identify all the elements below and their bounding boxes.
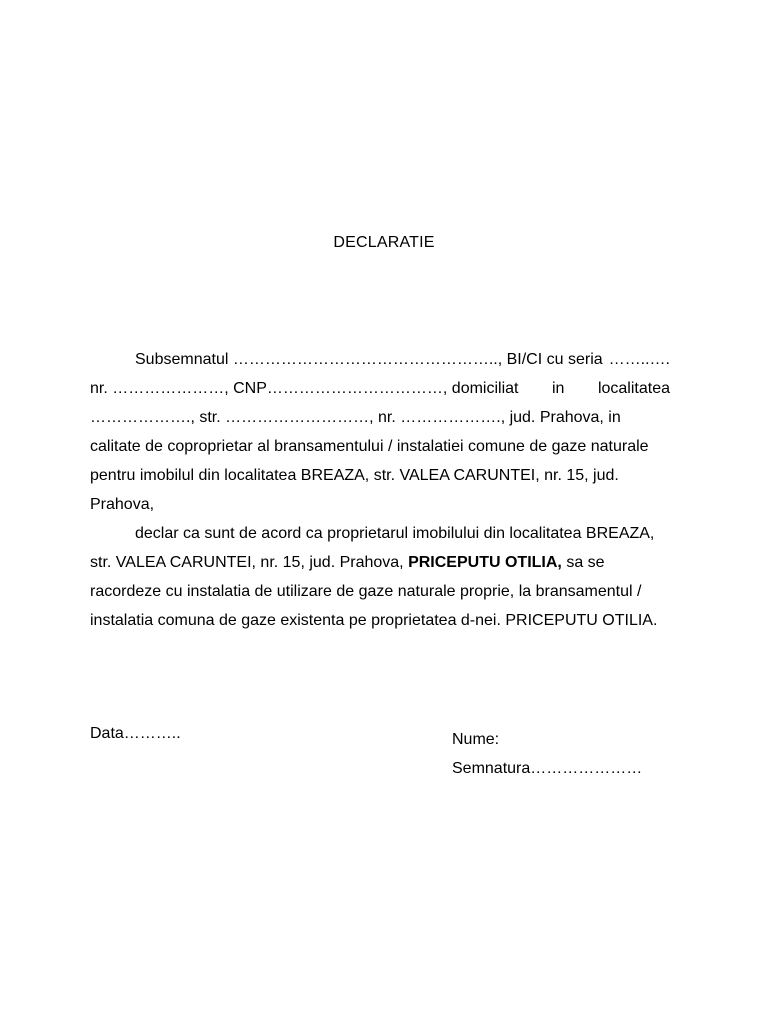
paragraph1-line2-in: in xyxy=(551,380,565,397)
name-field: Nume: xyxy=(452,731,500,748)
declaration-body xyxy=(90,345,670,635)
signature-field: Semnatura………………… xyxy=(452,760,643,777)
paragraph2-line2 xyxy=(90,548,670,577)
date-field: Data……….. xyxy=(90,725,181,742)
paragraph1-line2-localitatea: localitatea xyxy=(597,380,670,397)
paragraph1-line3: ………………., str. ………………………, nr. ………………., jud. Prahova, in xyxy=(90,409,621,426)
paragraph2-line4: instalatia comuna de gaze existenta pe proprietatea d-nei. PRICEPUTU OTILIA. xyxy=(90,612,658,629)
paragraph1-line6: Prahova, xyxy=(90,496,155,513)
paragraph1-line5: pentru imobilul din localitatea BREAZA, str. VALEA CARUNTEI, nr. 15, jud. xyxy=(90,467,619,484)
paragraph1-series-field: ……..…. xyxy=(608,351,670,368)
paragraph1-line2 xyxy=(90,374,670,403)
paragraph2-line2-text: str. VALEA CARUNTEI, nr. 15, jud. Prahova, xyxy=(90,554,404,571)
owner-name-bold: PRICEPUTU OTILIA, xyxy=(408,554,562,571)
paragraph1-line1-text: Subsemnatul ………………………………………….., BI/CI cu seria xyxy=(135,351,603,368)
paragraph2-line3: racordeze cu instalatia de utilizare de gaze naturale proprie, la bransamentul / xyxy=(90,583,642,600)
paragraph1-line2-text: nr. …………………, CNP……………………………, domiciliat xyxy=(90,380,519,397)
document-title: DECLARATIE xyxy=(333,234,435,251)
paragraph1-line1 xyxy=(90,345,670,374)
signature-block xyxy=(452,725,642,783)
paragraph2-line1: declar ca sunt de acord ca proprietarul imobilului din localitatea BREAZA, xyxy=(135,525,655,542)
paragraph1-line4: calitate de coproprietar al bransamentului / instalatiei comune de gaze naturale xyxy=(90,438,649,455)
paragraph2-line2-end: sa se xyxy=(566,554,605,571)
